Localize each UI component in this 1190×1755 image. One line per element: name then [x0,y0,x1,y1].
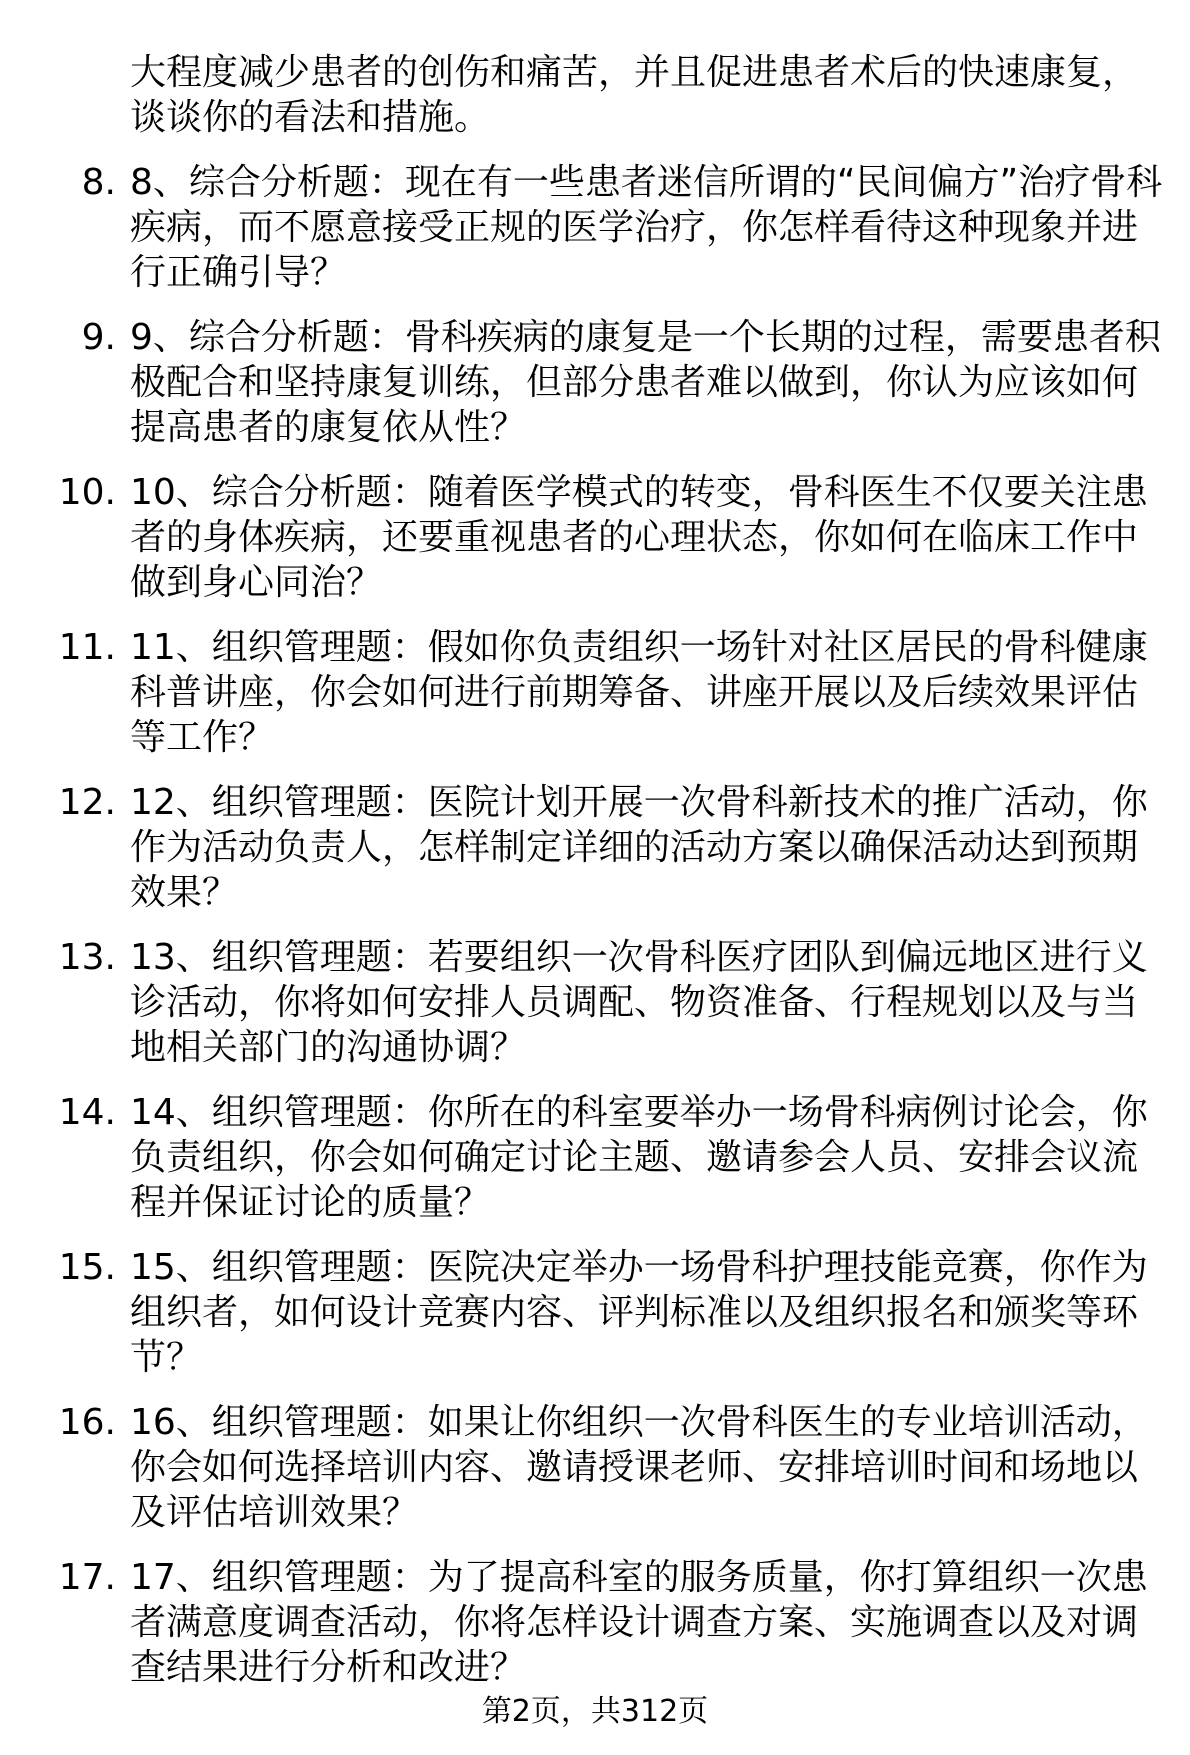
intro-line: 大程度减少患者的创伤和痛苦，并且促进患者术后的快速康复， [130,52,1139,93]
question-number: 17. [58,1557,116,1598]
question-number: 8. [81,162,116,203]
question-line: 查结果进行分析和改进？ [130,1647,527,1688]
question-line: 诊活动，你将如何安排人员调配、物资准备、行程规划以及与当 [130,982,1139,1023]
question-number: 10. [58,472,116,513]
question-line: 及评估培训效果？ [130,1492,419,1533]
question-number: 15. [58,1247,116,1288]
question-line: 提高患者的康复依从性？ [130,407,527,448]
question-item-12 [58,780,1148,915]
question-line: 12、组织管理题：医院计划开展一次骨科新技术的推广活动，你 [130,782,1148,823]
question-line: 极配合和坚持康复训练，但部分患者难以做到，你认为应该如何 [130,362,1139,403]
question-line: 疾病，而不愿意接受正规的医学治疗，你怎样看待这种现象并进 [130,207,1139,248]
question-number: 11. [58,627,116,668]
question-number: 12. [58,782,116,823]
question-item-14 [58,1090,1148,1225]
question-line: 8、综合分析题：现在有一些患者迷信所谓的“民间偏方”治疗骨科 [130,162,1163,203]
intro-line: 谈谈你的看法和措施。 [130,97,491,138]
question-line: 你会如何选择培训内容、邀请授课老师、安排培训时间和场地以 [130,1447,1139,1488]
question-line: 16、组织管理题：如果让你组织一次骨科医生的专业培训活动， [130,1402,1148,1443]
question-line: 地相关部门的沟通协调？ [130,1027,527,1068]
question-line: 9、综合分析题：骨科疾病的康复是一个长期的过程，需要患者积 [130,317,1161,358]
question-item-10 [58,470,1148,605]
question-item-13 [58,935,1148,1070]
question-number: 9. [81,317,116,358]
question-number: 16. [58,1402,116,1443]
question-item-8 [81,160,1163,295]
question-list [58,50,1163,1710]
question-line: 效果？ [130,872,239,913]
intro-paragraph [130,50,1140,140]
question-line: 科普讲座，你会如何进行前期筹备、讲座开展以及后续效果评估 [130,672,1139,713]
question-item-16 [58,1400,1148,1535]
question-line: 14、组织管理题：你所在的科室要举办一场骨科病例讨论会，你 [130,1092,1148,1133]
question-line: 10、综合分析题：随着医学模式的转变，骨科医生不仅要关注患 [130,472,1148,513]
question-line: 13、组织管理题：若要组织一次骨科医疗团队到偏远地区进行义 [130,937,1148,978]
question-line: 者满意度调查活动，你将怎样设计调查方案、实施调查以及对调 [130,1602,1139,1643]
question-line: 15、组织管理题：医院决定举办一场骨科护理技能竞赛，你作为 [130,1247,1148,1288]
question-line: 17、组织管理题：为了提高科室的服务质量，你打算组织一次患 [130,1557,1148,1598]
question-number: 13. [58,937,116,978]
question-number: 14. [58,1092,116,1133]
question-line: 11、组织管理题：假如你负责组织一场针对社区居民的骨科健康 [130,627,1148,668]
question-line: 负责组织，你会如何确定讨论主题、邀请参会人员、安排会议流 [130,1137,1139,1178]
question-item-9 [81,315,1161,450]
question-line: 节？ [130,1337,203,1378]
question-line: 等工作？ [130,717,275,758]
question-line: 做到身心同治？ [130,562,383,603]
question-line: 组织者，如何设计竞赛内容、评判标准以及组织报名和颁奖等环 [130,1292,1139,1333]
question-item-11 [58,625,1148,760]
question-line: 行正确引导？ [130,252,347,293]
question-item-15 [58,1245,1148,1380]
question-line: 程并保证讨论的质量？ [130,1182,491,1223]
question-item-17 [58,1555,1148,1690]
page-footer: 第2页，共312页 [481,1694,709,1729]
question-line: 作为活动负责人，怎样制定详细的活动方案以确保活动达到预期 [130,827,1139,868]
question-line: 者的身体疾病，还要重视患者的心理状态，你如何在临床工作中 [130,517,1139,558]
